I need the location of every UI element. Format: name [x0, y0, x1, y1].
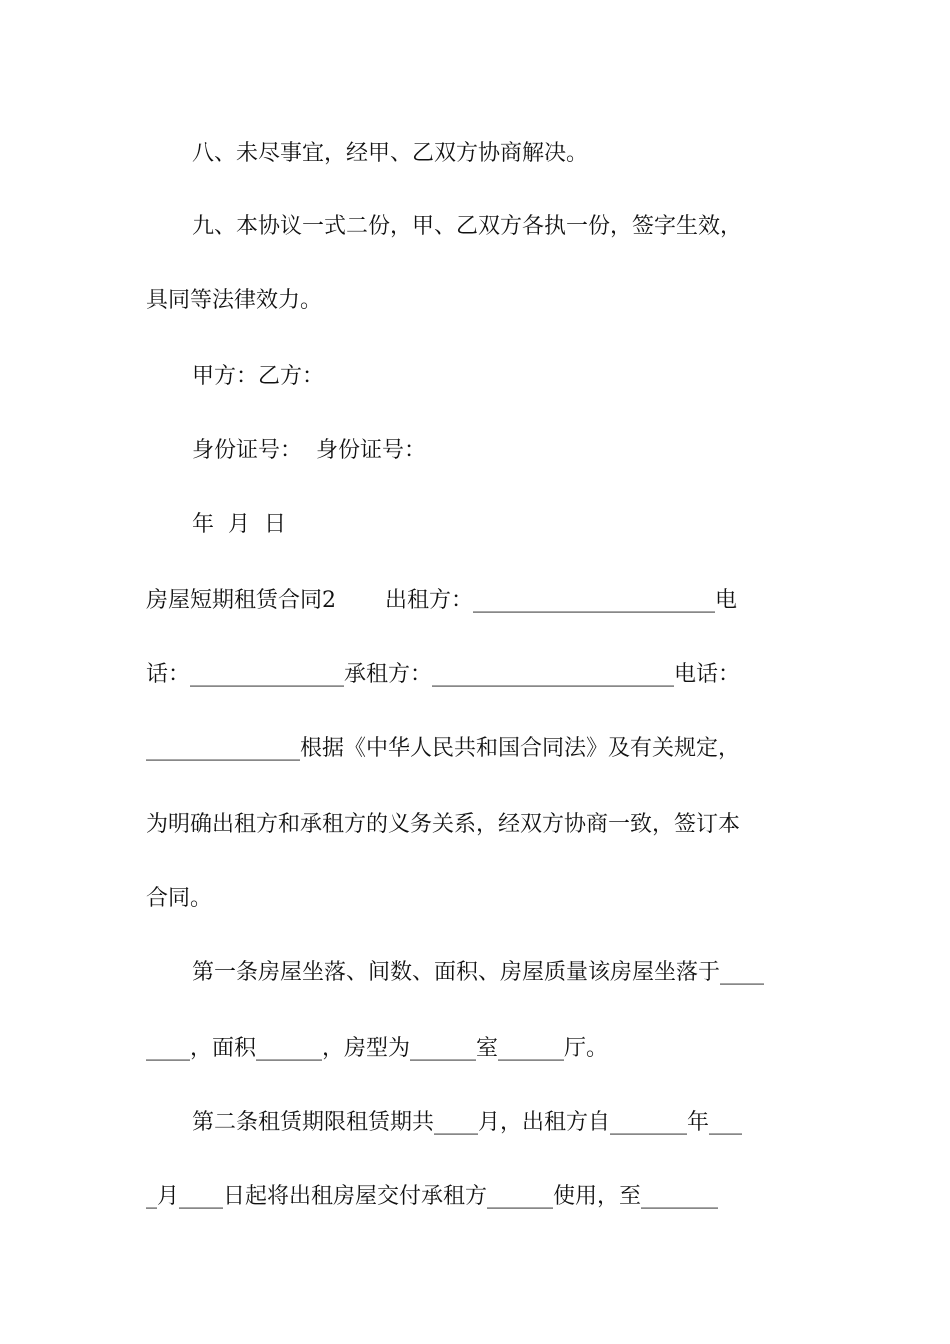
clause-eight: 八、未尽事宜，经甲、乙双方协商解决。 — [192, 141, 589, 166]
party-signature-labels: 甲方：乙方： — [192, 364, 325, 389]
id-number-labels: 身份证号： 身份证号： — [192, 438, 426, 463]
purpose-line: 为明确出租方和承租方的义务关系，经双方协商一致，签订本 — [146, 812, 741, 837]
purpose-line-end: 合同。 — [146, 886, 213, 911]
contract-title-and-lessor: 房屋短期租赁合同2 出租方：______________________电 — [146, 588, 737, 613]
article-one-line-1: 第一条房屋坐落、间数、面积、房屋质量该房屋坐落于____ — [192, 960, 765, 985]
phone-and-lessee-line: 话：______________承租方：______________________电话： — [146, 662, 741, 687]
date-line: 年 月 日 — [192, 512, 286, 537]
clause-nine-line-1: 九、本协议一式二份，甲、乙双方各执一份，签字生效， — [192, 214, 743, 239]
article-one-line-2: ____，面积______，房型为______室______厅。 — [146, 1036, 609, 1061]
clause-nine-line-2: 具同等法律效力。 — [146, 288, 323, 313]
article-two-line-1: 第二条租赁期限租赁期共____月，出租方自_______年___ — [192, 1110, 743, 1135]
legal-basis-line: ______________根据《中华人民共和国合同法》及有关规定， — [146, 736, 741, 761]
article-two-line-2: _月____日起将出租房屋交付承租方______使用，至_______ — [146, 1184, 719, 1209]
